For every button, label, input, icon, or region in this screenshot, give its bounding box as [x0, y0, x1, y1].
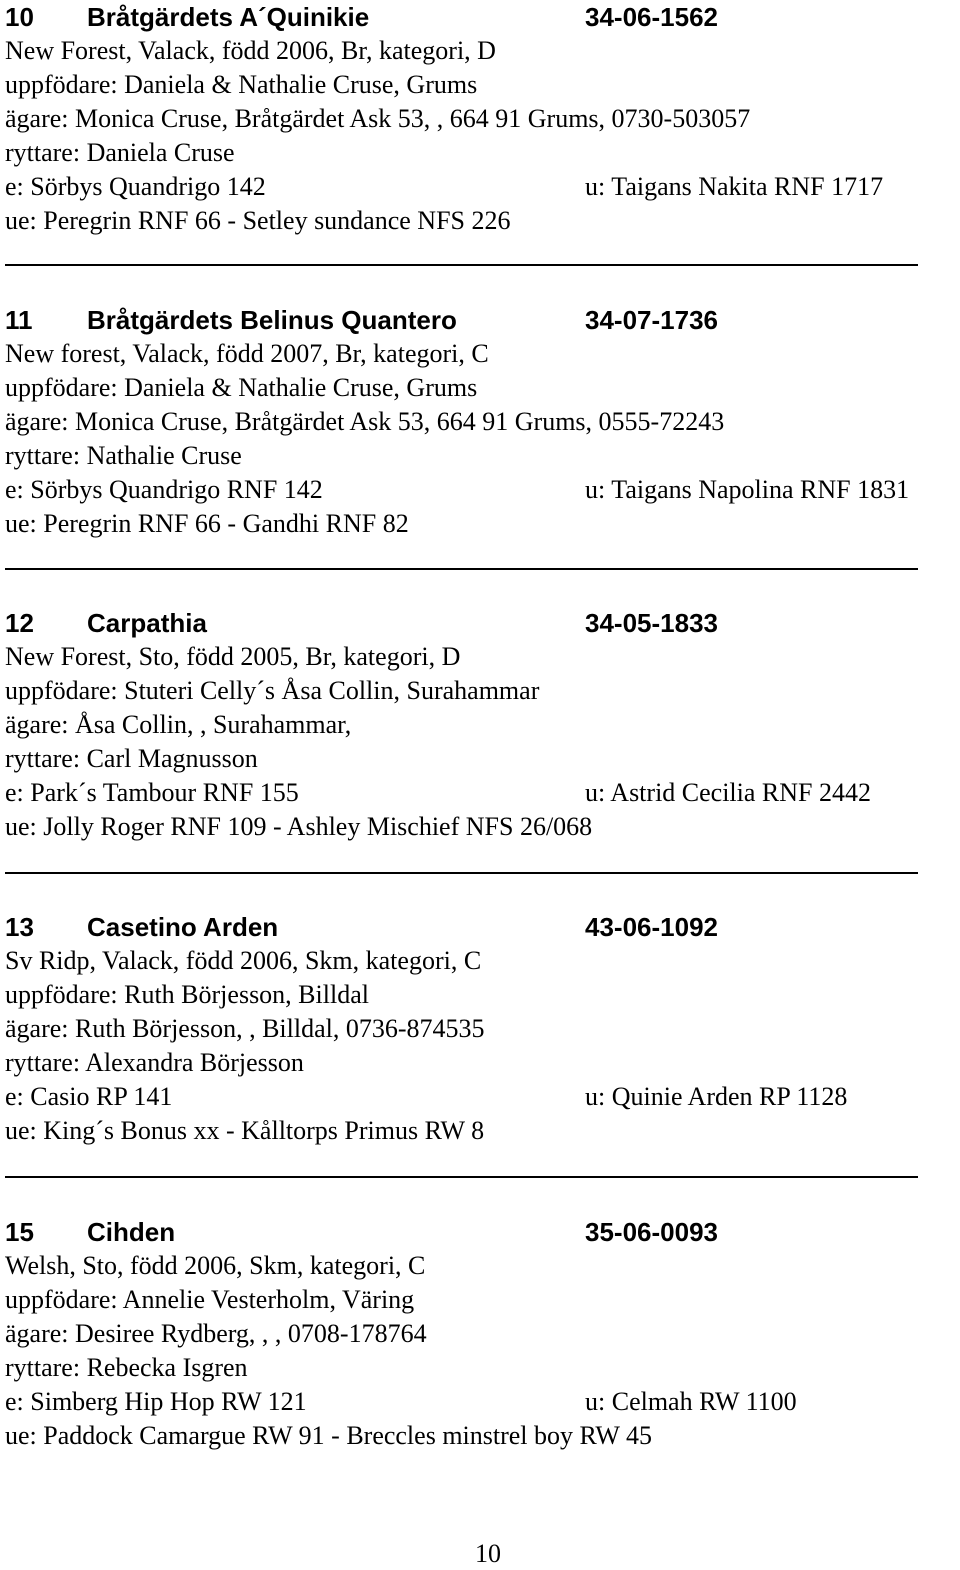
page-number: 10 [475, 1539, 501, 1568]
sire-text: e: Sörbys Quandrigo RNF 142 [5, 475, 323, 504]
registration-number: 34-07-1736 [585, 305, 718, 335]
entry-number: 15 [5, 1217, 34, 1247]
pedigree-line [5, 473, 960, 507]
owner-line: ägare: Åsa Collin, , Surahammar, [5, 710, 352, 739]
breeder-line: uppfödare: Daniela & Nathalie Cruse, Grums [5, 70, 478, 99]
owner-line: ägare: Monica Cruse, Bråtgärdet Ask 53, , 664 91 Grums, 0730-503057 [5, 104, 751, 133]
pedigree-line [5, 1080, 960, 1114]
entry-header [5, 910, 960, 944]
dam-text: u: Celmah RW 1100 [585, 1387, 797, 1416]
dam-text: u: Astrid Cecilia RNF 2442 [585, 778, 871, 807]
dam-sire-line: ue: Peregrin RNF 66 - Gandhi RNF 82 [5, 509, 409, 538]
separator-line [5, 264, 918, 266]
dam-sire-line: ue: Peregrin RNF 66 - Setley sundance NFS 226 [5, 206, 511, 235]
sire-text: e: Park´s Tambour RNF 155 [5, 778, 299, 807]
separator-line [5, 1176, 918, 1178]
owner-line: ägare: Monica Cruse, Bråtgärdet Ask 53, 664 91 Grums, 0555-72243 [5, 407, 725, 436]
rider-line: ryttare: Carl Magnusson [5, 744, 258, 773]
entry-header [5, 0, 960, 34]
horse-name: Bråtgärdets A´Quinikie [87, 2, 370, 32]
horse-description: New forest, Valack, född 2007, Br, kategori, C [5, 339, 489, 368]
dam-text: u: Quinie Arden RP 1128 [585, 1082, 848, 1111]
dam-sire-line: ue: Jolly Roger RNF 109 - Ashley Mischief NFS 26/068 [5, 812, 593, 841]
registration-number: 34-06-1562 [585, 2, 718, 32]
horse-entry [5, 303, 960, 541]
rider-line: ryttare: Alexandra Börjesson [5, 1048, 304, 1077]
horse-entry [5, 0, 960, 238]
rider-line: ryttare: Rebecka Isgren [5, 1353, 248, 1382]
pedigree-line [5, 776, 960, 810]
rider-line: ryttare: Nathalie Cruse [5, 441, 242, 470]
entry-header [5, 303, 960, 337]
owner-line: ägare: Desiree Rydberg, , , 0708-178764 [5, 1319, 427, 1348]
horse-description: New Forest, Valack, född 2006, Br, kategori, D [5, 36, 496, 65]
entry-header [5, 606, 960, 640]
dam-text: u: Taigans Nakita RNF 1717 [585, 172, 884, 201]
entry-number: 12 [5, 608, 34, 638]
sire-text: e: Simberg Hip Hop RW 121 [5, 1387, 307, 1416]
horse-entry [5, 1215, 960, 1453]
horse-entry [5, 606, 960, 844]
breeder-line: uppfödare: Stuteri Celly´s Åsa Collin, Surahammar [5, 676, 540, 705]
registration-number: 34-05-1833 [585, 608, 718, 638]
dam-text: u: Taigans Napolina RNF 1831 [585, 475, 910, 504]
separator-line [5, 568, 918, 570]
owner-line: ägare: Ruth Börjesson, , Billdal, 0736-874535 [5, 1014, 485, 1043]
breeder-line: uppfödare: Ruth Börjesson, Billdal [5, 980, 369, 1009]
registration-number: 43-06-1092 [585, 912, 718, 942]
horse-name: Bråtgärdets Belinus Quantero [87, 305, 457, 335]
entry-number: 11 [5, 305, 33, 335]
sire-text: e: Sörbys Quandrigo 142 [5, 172, 266, 201]
dam-sire-line: ue: King´s Bonus xx - Kålltorps Primus RW 8 [5, 1116, 485, 1145]
horse-name: Cihden [87, 1217, 176, 1247]
horse-description: New Forest, Sto, född 2005, Br, kategori, D [5, 642, 461, 671]
breeder-line: uppfödare: Annelie Vesterholm, Väring [5, 1285, 415, 1314]
pedigree-line [5, 1385, 960, 1419]
registration-number: 35-06-0093 [585, 1217, 718, 1247]
sire-text: e: Casio RP 141 [5, 1082, 173, 1111]
entry-header [5, 1215, 960, 1249]
breeder-line: uppfödare: Daniela & Nathalie Cruse, Grums [5, 373, 478, 402]
horse-description: Welsh, Sto, född 2006, Skm, kategori, C [5, 1251, 426, 1280]
horse-entry [5, 910, 960, 1148]
horse-name: Carpathia [87, 608, 207, 638]
dam-sire-line: ue: Paddock Camargue RW 91 - Breccles minstrel boy RW 45 [5, 1421, 653, 1450]
entry-number: 10 [5, 2, 34, 32]
pedigree-line [5, 170, 960, 204]
horse-name: Casetino Arden [87, 912, 279, 942]
horse-description: Sv Ridp, Valack, född 2006, Skm, kategori, C [5, 946, 482, 975]
entry-number: 13 [5, 912, 34, 942]
separator-line [5, 872, 918, 874]
rider-line: ryttare: Daniela Cruse [5, 138, 235, 167]
